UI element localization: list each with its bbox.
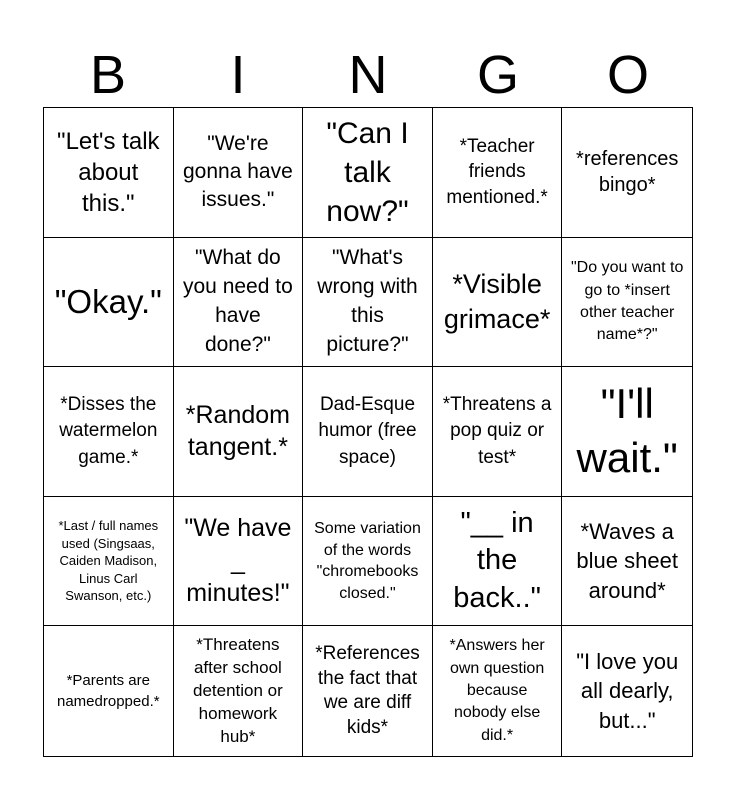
bingo-cell[interactable] [44,626,174,756]
bingo-cell[interactable] [562,108,692,238]
bingo-cell[interactable] [44,108,174,238]
header-letter-o: O [606,45,649,105]
header-letter-b: B [89,45,127,105]
bingo-cell[interactable] [174,108,304,238]
bingo-cell-text: *Disses the watermelon game.* [59,394,158,468]
bingo-cell-text: *Teacher friends mentioned.* [446,135,548,209]
bingo-cell-text: *Visible grimace* [443,268,551,334]
bingo-cell[interactable] [174,238,304,368]
bingo-cell[interactable] [562,497,692,627]
bingo-cell-text: "We're gonna have issues." [183,131,293,212]
bingo-cell-text: "__ in the back.." [453,506,541,614]
header-letter-n: N [348,45,388,105]
bingo-cell-text: *Parents are namedropped.* [57,672,160,711]
bingo-cell-text: *Threatens a pop quiz or test* [442,394,552,468]
bingo-header [43,44,693,106]
bingo-cell[interactable] [303,238,433,368]
bingo-cell[interactable] [44,367,174,497]
bingo-cell[interactable] [433,108,563,238]
bingo-cell[interactable] [433,238,563,368]
bingo-cell-text: *Answers her own question because nobody else did.* [449,637,545,744]
bingo-cell-text: *Random tangent.* [185,400,290,462]
bingo-cell[interactable] [174,626,304,756]
bingo-cell-text: "What do you need to have done?" [183,245,293,356]
bingo-cell-text: "Can I talk now?" [326,116,409,228]
bingo-cell-text: *Waves a blue sheet around* [576,518,678,603]
bingo-cell-text: "I love you all dearly, but..." [576,648,679,734]
bingo-cell[interactable] [433,626,563,756]
bingo-cell[interactable] [303,108,433,238]
bingo-cell-text: "Let's talk about this." [57,127,160,217]
bingo-cell-text: Some variation of the words "chromebooks closed." [314,519,421,602]
bingo-cell[interactable] [303,626,433,756]
bingo-cell[interactable] [562,367,692,497]
bingo-cell[interactable] [44,497,174,627]
bingo-cell-text: "What's wrong with this picture?" [317,245,418,356]
bingo-cell[interactable] [174,497,304,627]
bingo-cell[interactable] [303,497,433,627]
bingo-cell-text: Dad-Esque humor (free space) [318,394,417,468]
header-letter-g: G [476,45,519,105]
bingo-cell[interactable] [303,367,433,497]
bingo-cell-text: *Last / full names used (Singsaas, Caiden Madison, Linus Carl Swanson, etc.) [58,518,159,604]
bingo-cell[interactable] [174,367,304,497]
bingo-board [43,107,693,757]
bingo-cell-text: "I'll wait." [576,379,678,482]
bingo-cell-text: "Do you want to go to *insert other teacher name*?" [570,259,684,344]
bingo-cell[interactable] [433,367,563,497]
bingo-cell-text: *references bingo* [576,148,679,197]
bingo-cell-text: *References the fact that we are diff kids* [315,642,420,738]
header-letter-i: I [230,45,246,105]
bingo-cell[interactable] [44,238,174,368]
bingo-cell-text: *Threatens after school detention or homework hub* [192,634,283,746]
bingo-cell[interactable] [562,626,692,756]
bingo-cell[interactable] [562,238,692,368]
bingo-cell-text: "We have _ minutes!" [184,514,292,608]
bingo-cell-text: "Okay." [54,283,162,321]
bingo-cell[interactable] [433,497,563,627]
